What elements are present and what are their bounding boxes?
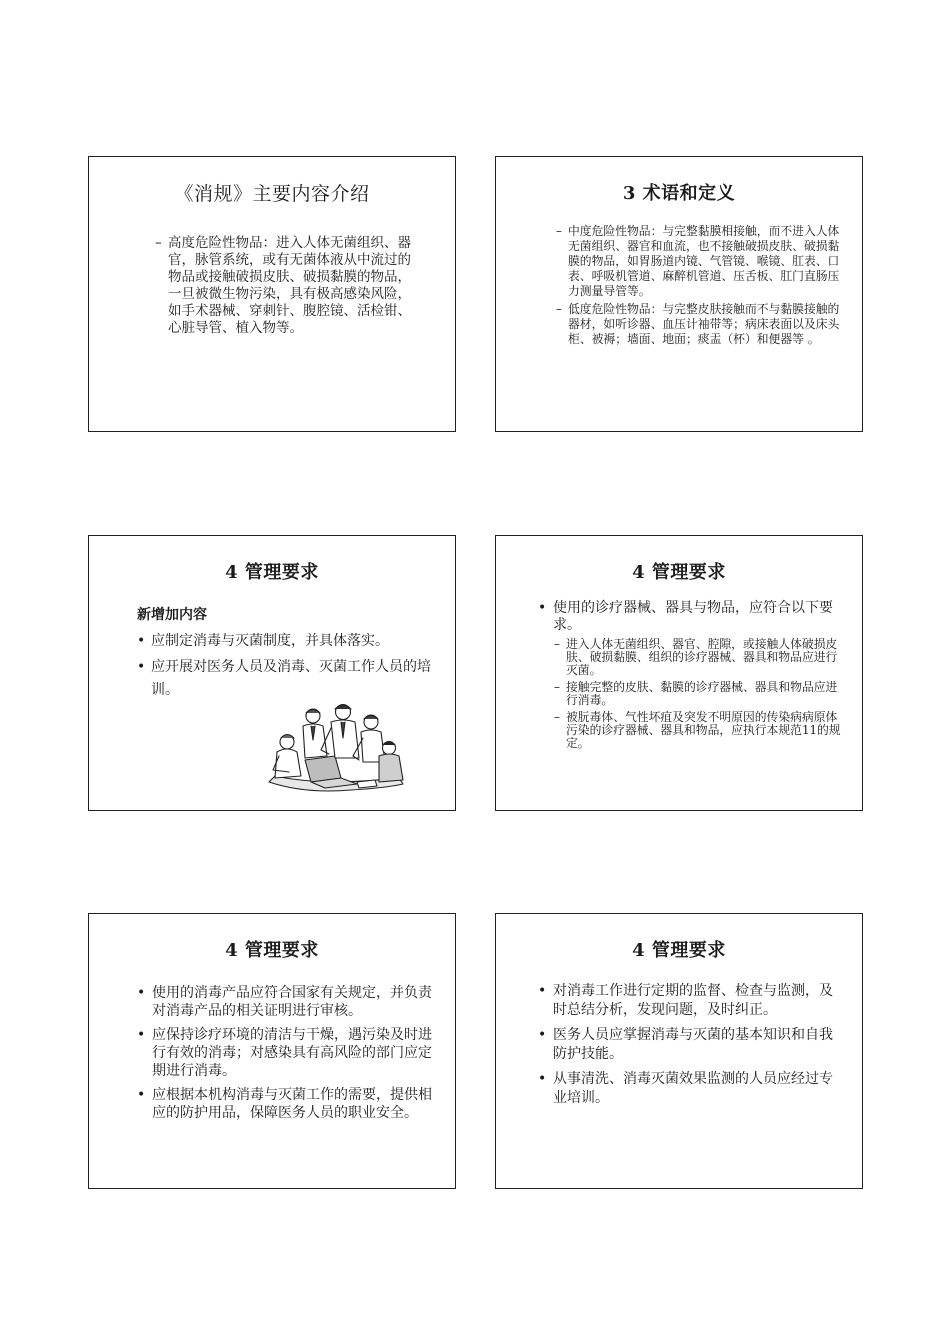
list-item: [155, 235, 415, 337]
bullet-marker: •: [538, 1071, 547, 1087]
slide-body: [538, 600, 844, 754]
list-item: [556, 302, 846, 347]
slide-title: 4 管理要求: [225, 562, 319, 583]
slide-body: [137, 984, 439, 1128]
list-item: [538, 982, 834, 1020]
bullet-marker: •: [137, 1027, 146, 1043]
list-item: [538, 1070, 834, 1108]
slide-5: [88, 913, 456, 1189]
slide-2: [495, 156, 863, 432]
slide-title: 4 管理要求: [632, 940, 726, 961]
list-item-text: 从事清洗、消毒灭菌效果监测的人员应经过专业培训。: [553, 1071, 833, 1106]
dash-marker: –: [554, 710, 560, 724]
sub-list-item: [554, 638, 844, 677]
sub-list: [554, 638, 844, 750]
slide-body: [538, 982, 834, 1114]
list-item-text: 对消毒工作进行定期的监督、检查与监测，及时总结分析，发现问题，及时纠正。: [553, 983, 833, 1018]
dash-marker: –: [556, 302, 562, 316]
list-item-text: 应开展对医务人员及消毒、灭菌工作人员的培训。: [151, 659, 431, 698]
dash-marker: –: [554, 680, 560, 694]
sub-list-item: [554, 681, 844, 707]
dash-marker: –: [155, 235, 162, 251]
list-item: [556, 224, 846, 299]
list-item-text: 使用的消毒产品应符合国家有关规定，并负责对消毒产品的相关证明进行审核。: [152, 985, 432, 1019]
bullet-marker: •: [137, 659, 146, 675]
slide-title: 4 管理要求: [632, 562, 726, 583]
slide-1: [88, 156, 456, 432]
list-item: [137, 1026, 439, 1080]
list-item-text: 应制定消毒与灭菌制度，并具体落实。: [151, 633, 389, 649]
list-item: [137, 1086, 439, 1122]
list-item: [538, 1026, 834, 1064]
sub-list-item-text: 被朊毒体、气性坏疽及突发不明原因的传染病病原体污染的诊疗器械、器具和物品，应执行本规范11的规定。: [566, 710, 841, 750]
bullet-marker: •: [137, 633, 146, 649]
sub-list-item: [554, 711, 844, 750]
slide-body: [556, 224, 846, 350]
slide-title: 3 术语和定义: [622, 183, 736, 204]
sub-list-item-text: 接触完整的皮肤、黏膜的诊疗器械、器具和物品应进行消毒。: [566, 680, 838, 707]
list-item-text: 高度危险性物品：进入人体无菌组织、器官，脉管系统，或有无菌体液从中流过的物品或接触破损皮肤、破损黏膜的物品，一旦被微生物污染，具有极高感染风险，如手术器械、穿刺针、腹腔镜、活检钳、心脏导管、植入物等。: [168, 235, 411, 336]
slide-3: [88, 535, 456, 811]
slide-title: 4 管理要求: [225, 940, 319, 961]
list-item-text: 中度危险性物品：与完整黏膜相接触，而不进入人体无菌组织、器官和血流，也不接触破损皮肤、破损黏膜的物品，如胃肠道内镜、气管镜、喉镜、肛表、口表、呼吸机管道、麻醉机管道、压舌板、肛门直肠压力测量导管等。: [568, 224, 840, 298]
slide-body: [155, 235, 415, 337]
dash-marker: –: [556, 224, 562, 238]
list-item-text: 应保持诊疗环境的清洁与干燥，遇污染及时进行有效的消毒；对感染具有高风险的部门应定期进行消毒。: [152, 1027, 432, 1079]
bullet-marker: •: [538, 600, 547, 616]
slide-4: [495, 535, 863, 811]
dash-marker: –: [554, 637, 560, 651]
list-item: [137, 630, 431, 653]
list-item-text: 低度危险性物品：与完整皮肤接触而不与黏膜接触的器材，如听诊器、血压计袖带等；病床表面以及床头柜、被褥；墙面、地面；痰盂（杯）和便器等 。: [568, 302, 840, 346]
bullet-marker: •: [538, 983, 547, 999]
team-meeting-illustration-icon: [265, 698, 413, 798]
list-item-text: 应根据本机构消毒与灭菌工作的需要，提供相应的防护用品，保障医务人员的职业安全。: [152, 1087, 432, 1121]
bullet-marker: •: [538, 1027, 547, 1043]
list-item-text: 医务人员应掌握消毒与灭菌的基本知识和自我防护技能。: [553, 1027, 833, 1062]
slide-title: 《消规》主要内容介绍: [174, 183, 370, 205]
bullet-marker: •: [137, 1087, 146, 1103]
slide-body: [137, 630, 431, 705]
list-item-text: 使用的诊疗器械、器具与物品，应符合以下要求。: [553, 600, 833, 633]
list-item: [137, 984, 439, 1020]
sub-list-item-text: 进入人体无菌组织、器官、腔隙，或接触人体破损皮肤、破损黏膜、组织的诊疗器械、器具和物品应进行灭菌。: [566, 637, 838, 677]
slide-subheading: 新增加内容: [137, 607, 207, 623]
list-item: [137, 656, 431, 702]
bullet-marker: •: [137, 985, 146, 1001]
slide-6: [495, 913, 863, 1189]
list-item: [538, 600, 844, 634]
